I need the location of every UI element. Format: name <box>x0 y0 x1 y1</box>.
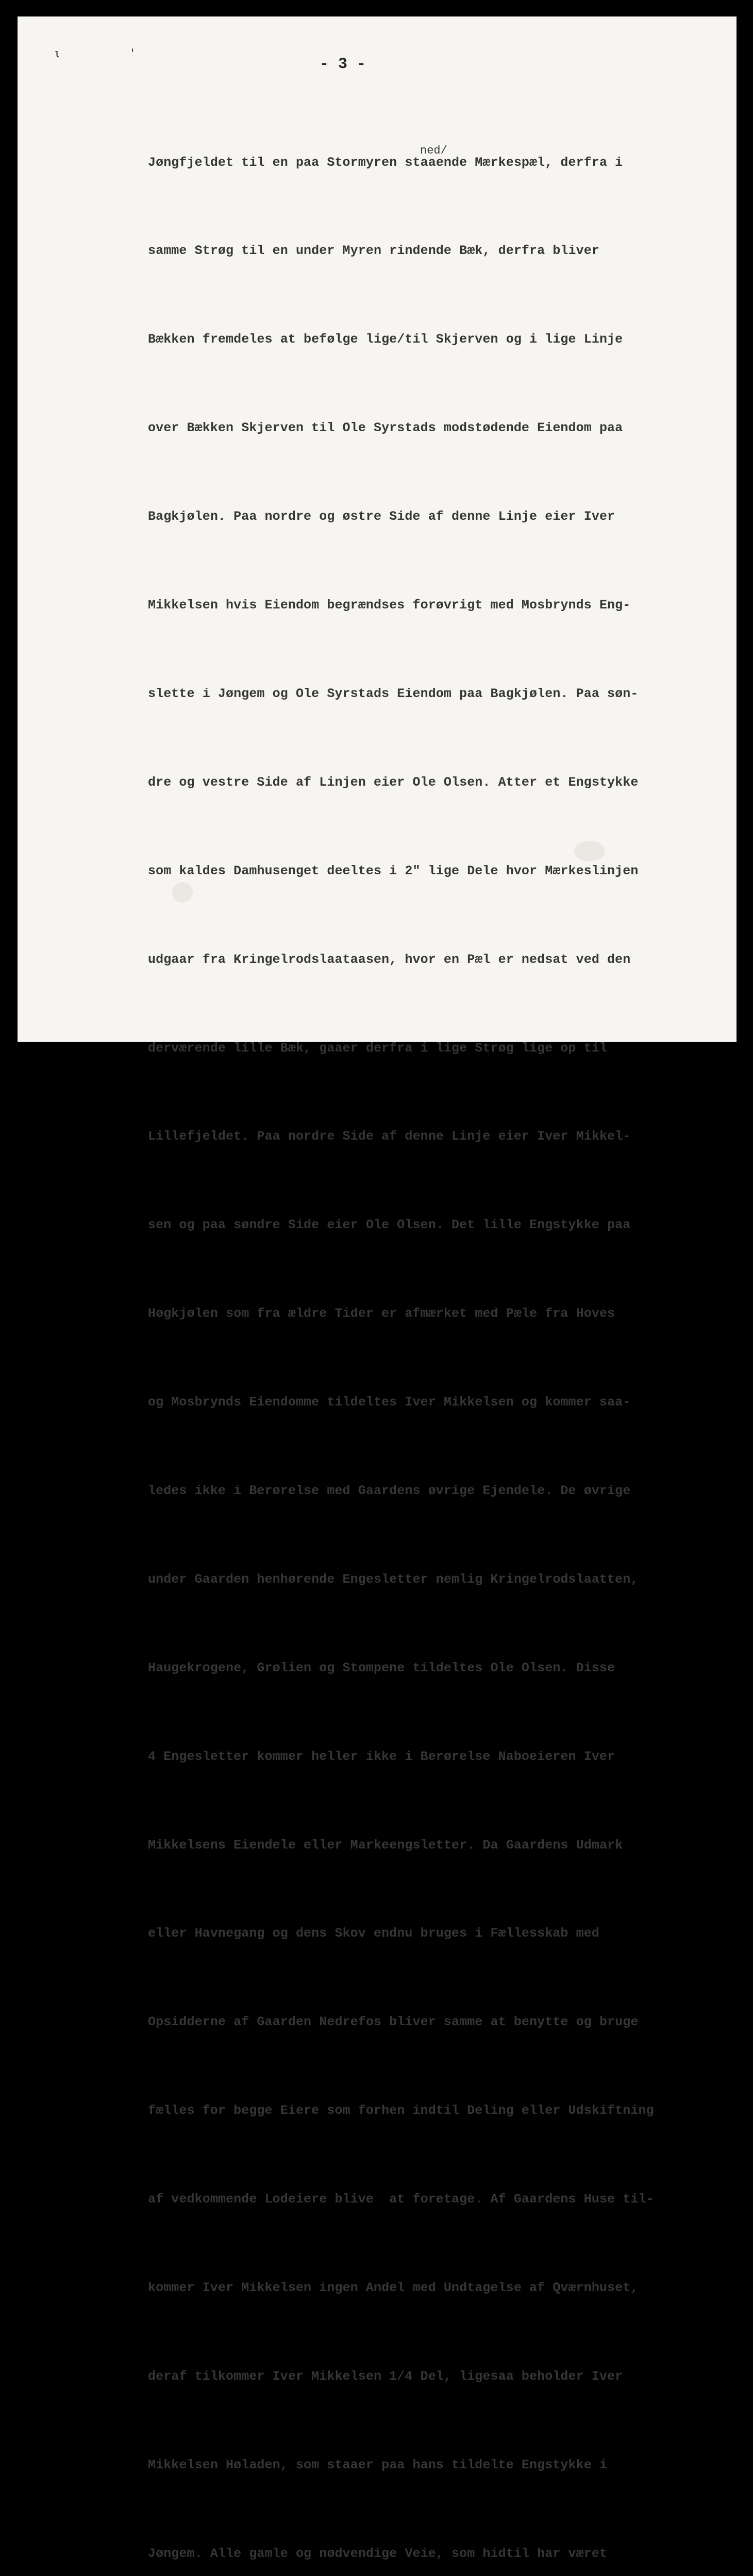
text-line: fælles for begge Eiere som forhen indtil Deling eller Udskiftning <box>148 2103 654 2119</box>
text-line: Mikkelsens Eiendele eller Markeengsletter. Da Gaardens Udmark <box>148 1837 623 1853</box>
text-line: sen og paa søndre Side eier Ole Olsen. Det lille Engstykke paa <box>148 1217 631 1233</box>
text-line: ledes ikke i Berørelse med Gaardens øvrige Ejendele. De øvrige <box>148 1483 631 1498</box>
text-line: eller Havnegang og dens Skov endnu bruges i Fællesskab med <box>148 1926 599 1941</box>
corner-marks: ι ' <box>54 47 167 60</box>
text-line: udgaar fra Kringelrodslaataasen, hvor en Pæl er nedsat ved den <box>148 952 631 967</box>
document-page <box>18 16 737 2561</box>
text-line: samme Strøg til en under Myren rindende Bæk, derfra bliver <box>148 243 599 259</box>
handwritten-insertion: ned/ <box>420 144 447 157</box>
text-line: dre og vestre Side af Linjen eier Ole Olsen. Atter et Engstykke <box>148 774 639 790</box>
text-line: Mikkelsen Høladen, som staaer paa hans tildelte Engstykke i <box>148 2457 608 2472</box>
typed-body-text <box>148 89 654 2576</box>
text-line: som kaldes Damhusenget deeltes i 2" lige Dele hvor Mærkeslinjen <box>148 863 639 878</box>
text-line: under Gaarden henhørende Engesletter nemlig Kringelrodslaatten, <box>148 1571 639 1587</box>
text-line: Mikkelsen hvis Eiendom begrændses forøvrigt med Mosbrynds Eng- <box>148 598 631 613</box>
text-line: Høgkjølen som fra ældre Tider er afmærket med Pæle fra Hoves <box>148 1306 615 1321</box>
page-number: - 3 - <box>320 56 366 73</box>
text-line: Lillefjeldet. Paa nordre Side af denne Linje eier Iver Mikkel- <box>148 1129 631 1144</box>
text-line: Haugekrogene, Grølien og Stompene tildeltes Ole Olsen. Disse <box>148 1660 615 1675</box>
text-line: Bækken fremdeles at befølge lige/til Skjerven og i lige Linje <box>148 332 623 347</box>
text-line: slette i Jøngem og Ole Syrstads Eiendom paa Bagkjølen. Paa søn- <box>148 686 639 701</box>
text-line: og Mosbrynds Eiendomme tildeltes Iver Mikkelsen og kommer saa- <box>148 1395 631 1410</box>
text-line: derværende lille Bæk, gaaer derfra i lige Strøg lige op til <box>148 1040 608 1056</box>
text-line: Opsidderne af Gaarden Nedrefos bliver samme at benytte og bruge <box>148 2014 639 2030</box>
text-line: Jøngem. Alle gamle og nødvendige Veie, som hidtil har været <box>148 2546 608 2561</box>
text-line: over Bækken Skjerven til Ole Syrstads modstødende Eiendom paa <box>148 420 623 436</box>
text-line: Jøngfjeldet til en paa Stormyren staaende Mærkespæl, derfra i <box>148 155 623 170</box>
text-line: 4 Engesletter kommer heller ikke i Berørelse Naboeieren Iver <box>148 1749 615 1764</box>
text-line: kommer Iver Mikkelsen ingen Andel med Undtagelse af Qværnhuset, <box>148 2280 639 2295</box>
text-line: Bagkjølen. Paa nordre og østre Side af denne Linje eier Iver <box>148 509 615 524</box>
text-line: af vedkommende Lodeiere blive at foretage. Af Gaardens Huse til- <box>148 2192 654 2207</box>
text-line: deraf tilkommer Iver Mikkelsen 1/4 Del, ligesaa beholder Iver <box>148 2368 623 2384</box>
